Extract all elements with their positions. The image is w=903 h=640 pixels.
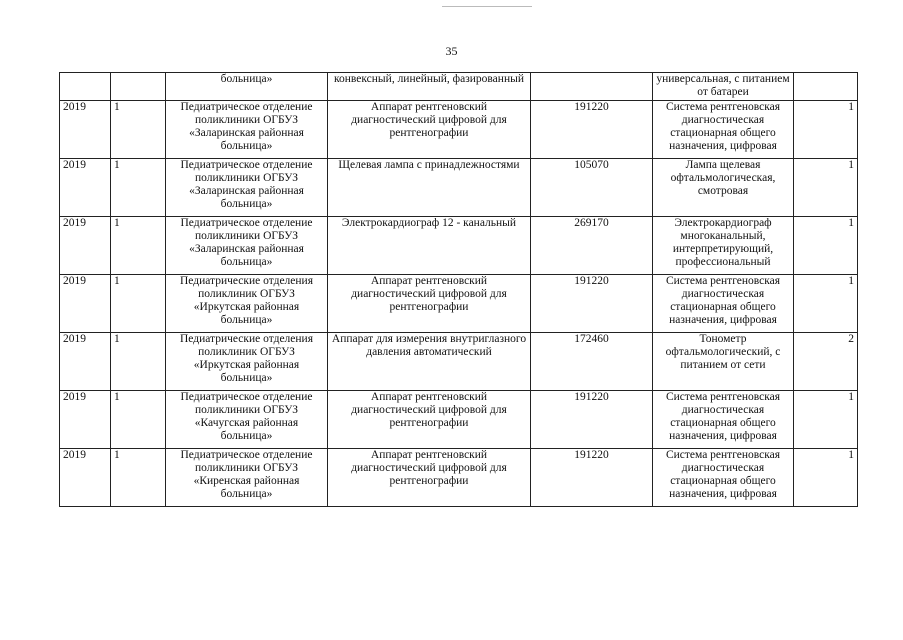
- cell-code: 191220: [531, 391, 653, 449]
- cell-number: 1: [111, 275, 166, 333]
- table-row: [60, 217, 858, 275]
- cell-classifier-name: универсальная, с питанием от батареи: [653, 73, 794, 101]
- table-row: [60, 333, 858, 391]
- cell-institution: Педиатрическое отделение поликлиники ОГБУЗ «Заларинская районная больница»: [166, 217, 328, 275]
- cell-classifier-name: Система рентгеновская диагностическая стационарная общего назначения, цифровая: [653, 101, 794, 159]
- cell-classifier-name: Тонометр офтальмологический, с питанием от сети: [653, 333, 794, 391]
- cell-number: 1: [111, 333, 166, 391]
- cell-quantity: 1: [794, 217, 858, 275]
- cell-equipment: Аппарат рентгеновский диагностический цифровой для рентгенографии: [328, 275, 531, 333]
- cell-equipment: Аппарат рентгеновский диагностический цифровой для рентгенографии: [328, 449, 531, 507]
- page-number: 35: [445, 44, 458, 58]
- cell-institution: больница»: [166, 73, 328, 101]
- cell-code: 191220: [531, 101, 653, 159]
- cell-quantity: 1: [794, 391, 858, 449]
- cell-institution: Педиатрическое отделение поликлиники ОГБУЗ «Заларинская районная больница»: [166, 101, 328, 159]
- cell-quantity: 2: [794, 333, 858, 391]
- cell-quantity: 1: [794, 449, 858, 507]
- cell-year: 2019: [60, 449, 111, 507]
- cell-year: 2019: [60, 275, 111, 333]
- equipment-table: [59, 72, 858, 507]
- cell-code: 191220: [531, 449, 653, 507]
- cell-institution: Педиатрические отделения поликлиник ОГБУЗ «Иркутская районная больница»: [166, 275, 328, 333]
- cell-code: 191220: [531, 275, 653, 333]
- cell-quantity: 1: [794, 101, 858, 159]
- cell-equipment: Электрокардиограф 12 - канальный: [328, 217, 531, 275]
- cell-quantity: 1: [794, 275, 858, 333]
- cell-equipment: Щелевая лампа с принадлежностями: [328, 159, 531, 217]
- cell-code: 172460: [531, 333, 653, 391]
- cell-institution: Педиатрическое отделение поликлиники ОГБУЗ «Киренская районная больница»: [166, 449, 328, 507]
- cell-year: 2019: [60, 159, 111, 217]
- cell-classifier-name: Лампа щелевая офтальмологическая, смотровая: [653, 159, 794, 217]
- cell-classifier-name: Электрокардиограф многоканальный, интерпретирующий, профессиональный: [653, 217, 794, 275]
- cell-year: [60, 73, 111, 101]
- cell-code: [531, 73, 653, 101]
- cell-classifier-name: Система рентгеновская диагностическая стационарная общего назначения, цифровая: [653, 275, 794, 333]
- cell-year: 2019: [60, 101, 111, 159]
- cell-quantity: 1: [794, 159, 858, 217]
- table-row: [60, 275, 858, 333]
- cell-institution: Педиатрическое отделение поликлиники ОГБУЗ «Качугская районная больница»: [166, 391, 328, 449]
- table-row-continuation: [60, 73, 858, 101]
- cell-equipment: Аппарат рентгеновский диагностический цифровой для рентгенографии: [328, 101, 531, 159]
- cell-year: 2019: [60, 333, 111, 391]
- cell-code: 105070: [531, 159, 653, 217]
- cell-number: 1: [111, 391, 166, 449]
- cell-quantity: [794, 73, 858, 101]
- cell-equipment: конвексный, линейный, фазированный: [328, 73, 531, 101]
- cell-equipment: Аппарат рентгеновский диагностический цифровой для рентгенографии: [328, 391, 531, 449]
- top-rule: [442, 6, 532, 7]
- cell-year: 2019: [60, 217, 111, 275]
- cell-number: [111, 73, 166, 101]
- table-row: [60, 101, 858, 159]
- cell-code: 269170: [531, 217, 653, 275]
- cell-classifier-name: Система рентгеновская диагностическая стационарная общего назначения, цифровая: [653, 449, 794, 507]
- table-row: [60, 449, 858, 507]
- cell-institution: Педиатрические отделения поликлиник ОГБУЗ «Иркутская районная больница»: [166, 333, 328, 391]
- cell-year: 2019: [60, 391, 111, 449]
- cell-classifier-name: Система рентгеновская диагностическая стационарная общего назначения, цифровая: [653, 391, 794, 449]
- cell-number: 1: [111, 217, 166, 275]
- cell-institution: Педиатрическое отделение поликлиники ОГБУЗ «Заларинская районная больница»: [166, 159, 328, 217]
- table-row: [60, 159, 858, 217]
- cell-number: 1: [111, 449, 166, 507]
- cell-number: 1: [111, 159, 166, 217]
- cell-number: 1: [111, 101, 166, 159]
- cell-equipment: Аппарат для измерения внутриглазного давления автоматический: [328, 333, 531, 391]
- table-row: [60, 391, 858, 449]
